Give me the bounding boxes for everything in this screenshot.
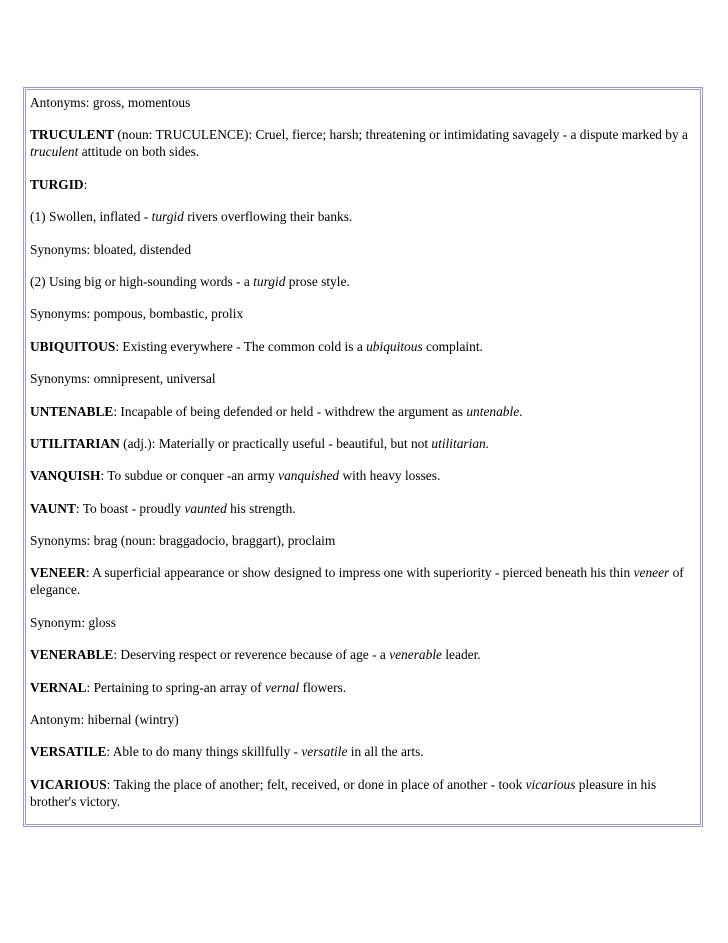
headword: VERNAL: [30, 679, 87, 695]
headword: TRUCULENT: [30, 127, 115, 143]
headword: VENERABLE: [30, 647, 114, 663]
glossary-paragraph: [30, 711, 696, 728]
definition-text: Synonyms: pompous, bombastic, prolix: [30, 306, 244, 322]
glossary-paragraph: [30, 403, 696, 420]
example-word: versatile: [301, 744, 348, 760]
definition-text: Antonym: hibernal (wintry): [30, 712, 179, 728]
glossary-paragraph: [30, 646, 696, 663]
example-word: turgid: [253, 273, 286, 289]
glossary-paragraph: [30, 370, 696, 387]
definition-text: : Taking the place of another; felt, received, or done in place of another - took: [106, 776, 526, 792]
glossary-paragraph: [30, 614, 696, 631]
example-word: veneer: [633, 565, 670, 581]
definition-text: attitude on both sides.: [78, 144, 200, 160]
definition-text: : Incapable of being defended or held - withdrew the argument as: [113, 403, 467, 419]
glossary-paragraph: [30, 273, 696, 290]
example-word: vaunted: [184, 500, 227, 516]
definition-text: Synonyms: omnipresent, universal: [30, 371, 216, 387]
glossary-paragraph: [30, 305, 696, 322]
definition-text: : A superficial appearance or show designed to impress one with superiority - pierced beneath his thin: [85, 565, 634, 581]
definition-text: : Deserving respect or reverence because of age - a: [113, 647, 390, 663]
definition-text: Synonyms: brag (noun: braggadocio, braggart), proclaim: [30, 533, 336, 549]
glossary-paragraph: [30, 241, 696, 258]
definition-text: : Able to do many things skillfully -: [106, 744, 302, 760]
definition-text: his strength.: [226, 500, 296, 516]
headword: VENEER: [30, 565, 86, 581]
definition-text: prose style.: [285, 273, 350, 289]
definition-text: : To subdue or conquer -an army: [100, 468, 279, 484]
definition-text: with heavy losses.: [339, 468, 441, 484]
definition-text: : Existing everywhere - The common cold is a: [115, 338, 367, 354]
glossary-paragraph: [30, 776, 696, 810]
glossary-paragraph: [30, 126, 696, 160]
glossary-paragraph: [30, 176, 696, 193]
definition-text: : Pertaining to spring-an array of: [86, 679, 266, 695]
example-word: vicarious: [525, 776, 576, 792]
glossary-entries: [26, 90, 700, 810]
definition-text: Synonym: gloss: [30, 614, 116, 630]
definition-text: Synonyms: bloated, distended: [30, 241, 192, 257]
definition-text: of elegance.: [30, 565, 684, 598]
definition-text: :: [83, 176, 88, 192]
definition-text: (1) Swollen, inflated -: [30, 209, 152, 225]
headword: VERSATILE: [30, 744, 107, 760]
glossary-paragraph: [30, 435, 696, 452]
example-word: truculent: [30, 144, 79, 160]
definition-text: .: [519, 403, 523, 419]
definition-text: rivers overflowing their banks.: [183, 209, 353, 225]
headword: VANQUISH: [30, 468, 101, 484]
example-word: vernal: [265, 679, 300, 695]
glossary-paragraph: [30, 208, 696, 225]
example-word: ubiquitous: [366, 338, 423, 354]
glossary-paragraph: [30, 467, 696, 484]
definition-text: (2) Using big or high-sounding words - a: [30, 273, 254, 289]
headword: VAUNT: [30, 500, 76, 516]
glossary-paragraph: [30, 500, 696, 517]
definition-text: leader.: [441, 647, 481, 663]
glossary-paragraph: [30, 564, 696, 598]
definition-text: pleasure in his brother's victory.: [30, 776, 657, 809]
definition-text: (noun: TRUCULENCE): Cruel, fierce; harsh; threatening or intimidating savagely - a dispute marked by a: [114, 127, 688, 143]
definition-text: flowers.: [299, 679, 347, 695]
example-word: turgid: [151, 209, 184, 225]
definition-text: Antonyms: gross, momentous: [30, 95, 191, 110]
glossary-paragraph: [30, 338, 696, 355]
headword: UBIQUITOUS: [30, 338, 116, 354]
headword: UNTENABLE: [30, 403, 114, 419]
glossary-paragraph: [30, 94, 696, 111]
example-word: utilitarian.: [431, 435, 490, 451]
example-word: vanquished: [278, 468, 340, 484]
glossary-paragraph: [30, 532, 696, 549]
headword: VICARIOUS: [30, 776, 107, 792]
example-word: venerable: [389, 647, 442, 663]
headword: TURGID: [30, 176, 84, 192]
glossary-paragraph: [30, 743, 696, 760]
glossary-paragraph: [30, 679, 696, 696]
definition-text: in all the arts.: [347, 744, 424, 760]
example-word: untenable: [466, 403, 520, 419]
definition-text: complaint.: [422, 338, 483, 354]
glossary-frame: [23, 87, 703, 827]
definition-text: (adj.): Materially or practically useful - beautiful, but not: [119, 435, 432, 451]
headword: UTILITARIAN: [30, 435, 120, 451]
definition-text: : To boast - proudly: [75, 500, 185, 516]
